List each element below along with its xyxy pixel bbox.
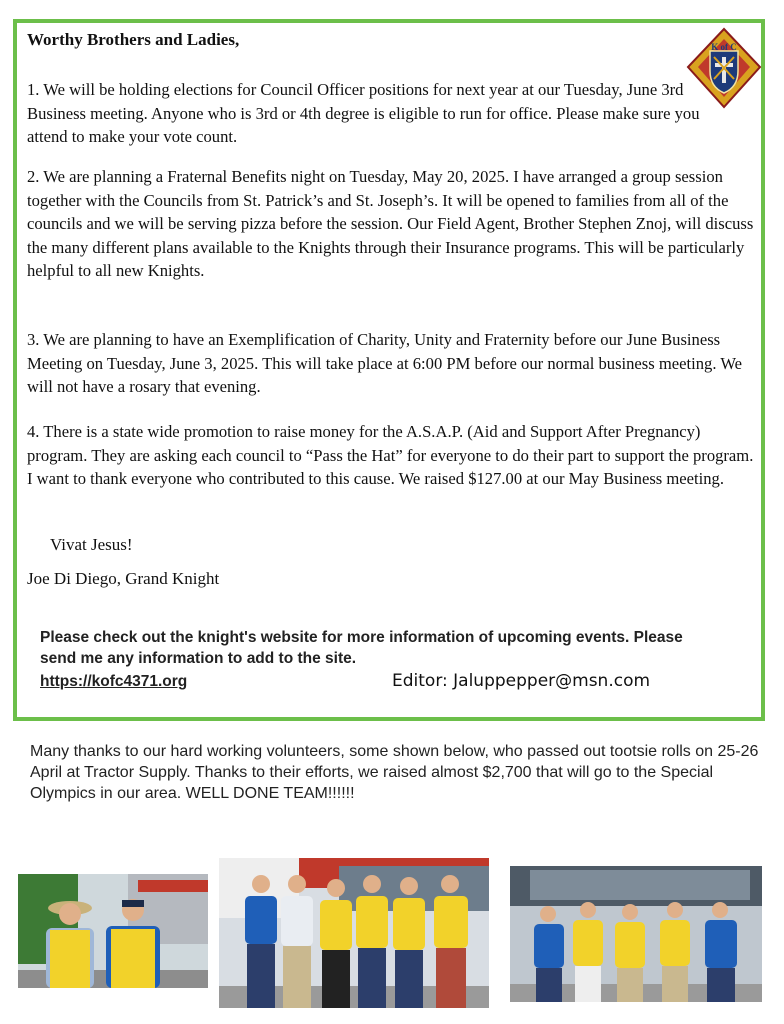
volunteer-thanks-text: Many thanks to our hard working volunteers, some shown below, who passed out tootsie rolls on 25-26 April at Tractor Supply. Thanks to their efforts, we raised almost $2,700 that will go to the Special Olympics in our area. WELL DONE TEAM!!!!!! [30, 743, 759, 802]
logo-lettering: K of C [711, 42, 737, 52]
volunteer-photo-1 [18, 874, 208, 988]
website-link[interactable]: https://kofc4371.org [40, 673, 188, 690]
signature: Joe Di Diego, Grand Knight [27, 569, 220, 588]
editor-contact: Editor: Jaluppepper@msn.com [392, 671, 651, 691]
kofc-emblem-logo [686, 27, 762, 109]
website-note: Please check out the knight's website for more information of upcoming events. Please send me any information to add to the site. [40, 629, 683, 667]
paragraph-asap-promotion: 4. There is a state wide promotion to raise money for the A.S.A.P. (Aid and Support After Pregnancy) program. They are asking each council to “Pass the Hat” for everyone to do their part to support the program. I want to thank everyone who contributed to this cause. We raised $127.00 at our May Business meeting. [27, 422, 754, 488]
volunteer-photo-2 [219, 858, 489, 1008]
greeting: Worthy Brothers and Ladies, [27, 30, 240, 49]
paragraph-fraternal-benefits: 2. We are planning a Fraternal Benefits night on Tuesday, May 20, 2025. I have arranged a group session together with the Councils from St. Patrick’s and St. Joseph’s. It will be opened to families from all of the councils and we will be serving pizza before the session. Our Field Agent, Brother Stephen Znoj, will discuss the many different plans available to the Knights through their Insurance programs. This will be particularly helpful to all new Knights. [27, 167, 754, 280]
volunteer-photo-3 [510, 866, 762, 1002]
paragraph-elections: 1. We will be holding elections for Council Officer positions for next year at our Tuesday, June 3rd Business meeting. Anyone who is 3rd or 4th degree is eligible to run for office. Please make sure you attend to make your vote count. [27, 80, 700, 146]
closing: Vivat Jesus! [50, 535, 133, 554]
paragraph-exemplification: 3. We are planning to have an Exemplification of Charity, Unity and Fraternity before our June Business Meeting on Tuesday, June 3, 2025. This will take place at 6:00 PM before our normal business meeting. We will not have a rosary that evening. [27, 330, 743, 396]
